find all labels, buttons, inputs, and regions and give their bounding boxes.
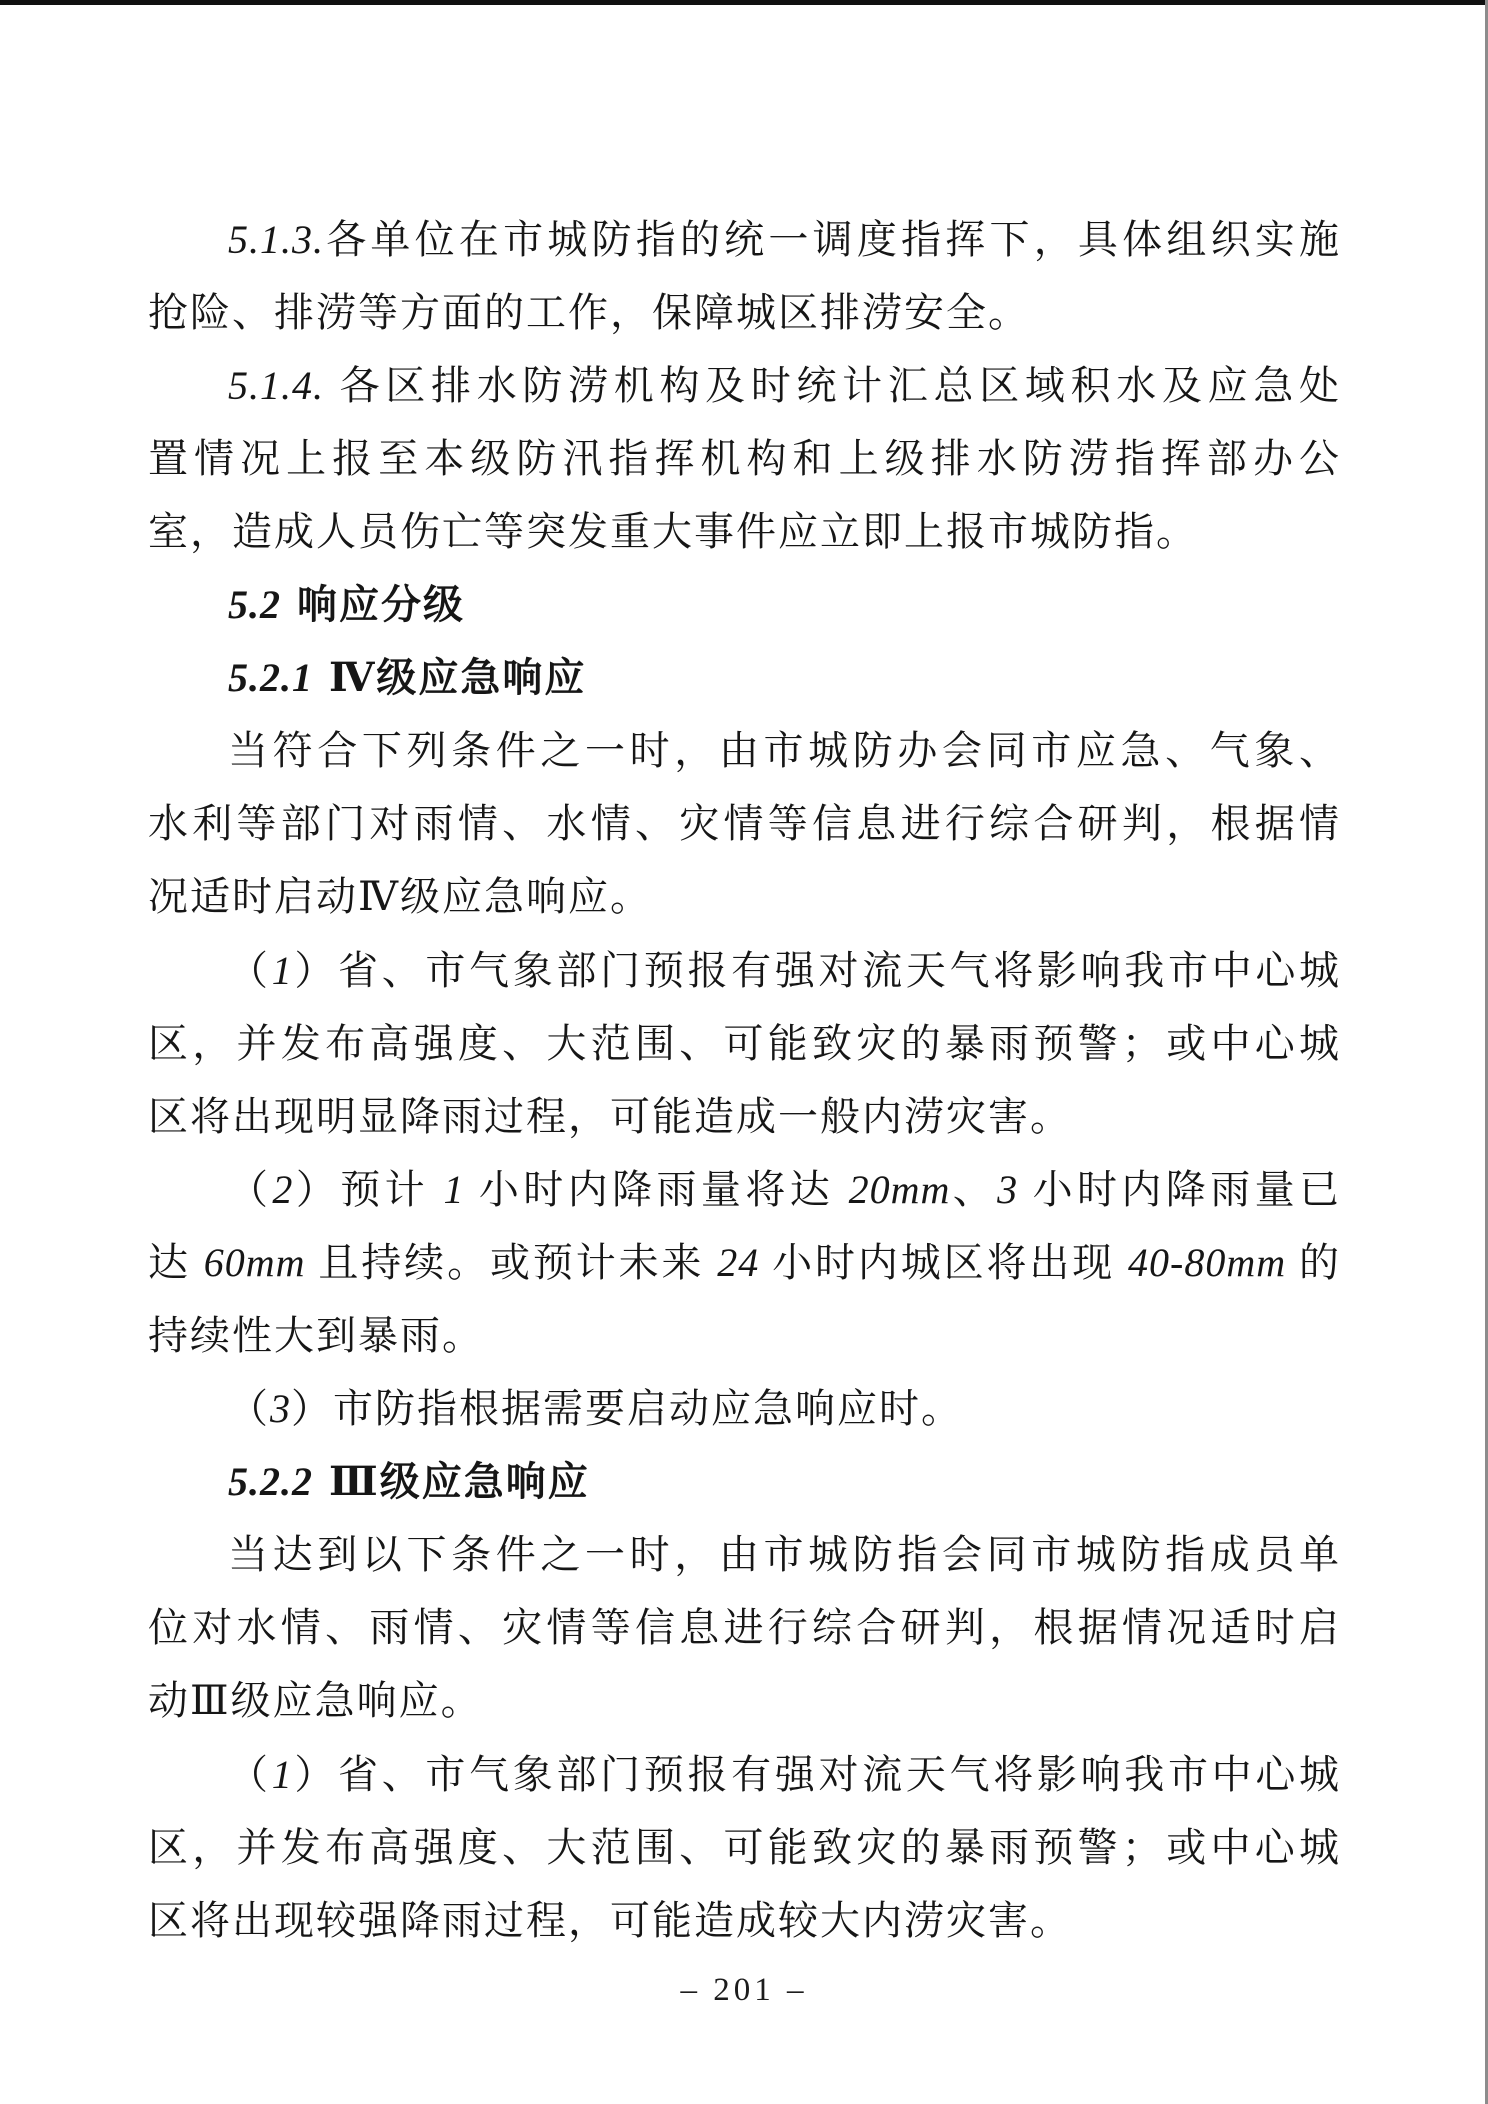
text-line: 水利等部门对雨情、水情、灾情等信息进行综合研判，根据情 xyxy=(148,801,1341,846)
text-line: 况适时启动Ⅳ级应急响应。 xyxy=(148,874,652,920)
section-heading-line: 5.2.1 Ⅳ级应急响应 xyxy=(228,654,587,701)
page-footer xyxy=(0,1972,1488,2009)
page-number: – 201 – xyxy=(680,1972,808,2008)
text-line: （3）市防指根据需要启动应急响应时。 xyxy=(228,1386,963,1431)
text-line: 持续性大到暴雨。 xyxy=(148,1313,484,1358)
text-line: （1）省、市气象部门预报有强对流天气将影响我市中心城 xyxy=(228,948,1342,993)
section-heading-line: 5.2 响应分级 xyxy=(228,582,465,627)
text-line: 动Ⅲ级应急响应。 xyxy=(148,1678,483,1724)
text-line: 5.1.4. 各区排水防涝机构及时统计汇总区域积水及应急处 xyxy=(228,363,1341,408)
text-line: 当达到以下条件之一时，由市城防指会同市城防指成员单 xyxy=(228,1532,1341,1577)
text-line: 区将出现较强降雨过程，可能造成较大内涝灾害。 xyxy=(148,1898,1072,1943)
text-line: 区将出现明显降雨过程，可能造成一般内涝灾害。 xyxy=(148,1094,1072,1139)
text-line: 5.1.3.各单位在市城防指的统一调度指挥下，具体组织实施 xyxy=(228,217,1341,262)
text-line: 达 60mm 且持续。或预计未来 24 小时内城区将出现 40-80mm 的 xyxy=(148,1240,1342,1285)
text-line: 抢险、排涝等方面的工作，保障城区排涝安全。 xyxy=(148,290,1030,335)
section-heading-line: 5.2.2 Ⅲ级应急响应 xyxy=(228,1458,590,1505)
text-line: （1）省、市气象部门预报有强对流天气将影响我市中心城 xyxy=(228,1752,1342,1797)
text-line: （2）预计 1 小时内降雨量将达 20mm、3 小时内降雨量已 xyxy=(228,1167,1342,1212)
document-text xyxy=(148,203,1341,1957)
text-line: 置情况上报至本级防汛指挥机构和上级排水防涝指挥部办公 xyxy=(148,436,1341,481)
text-line: 当符合下列条件之一时，由市城防办会同市应急、气象、 xyxy=(228,728,1341,773)
text-line: 室，造成人员伤亡等突发重大事件应立即上报市城防指。 xyxy=(148,509,1198,554)
text-line: 区，并发布高强度、大范围、可能致灾的暴雨预警；或中心城 xyxy=(148,1021,1341,1066)
text-line: 位对水情、雨情、灾情等信息进行综合研判，根据情况适时启 xyxy=(148,1605,1341,1650)
scan-top-edge-bar xyxy=(0,0,1488,5)
text-line: 区，并发布高强度、大范围、可能致灾的暴雨预警；或中心城 xyxy=(148,1825,1341,1870)
